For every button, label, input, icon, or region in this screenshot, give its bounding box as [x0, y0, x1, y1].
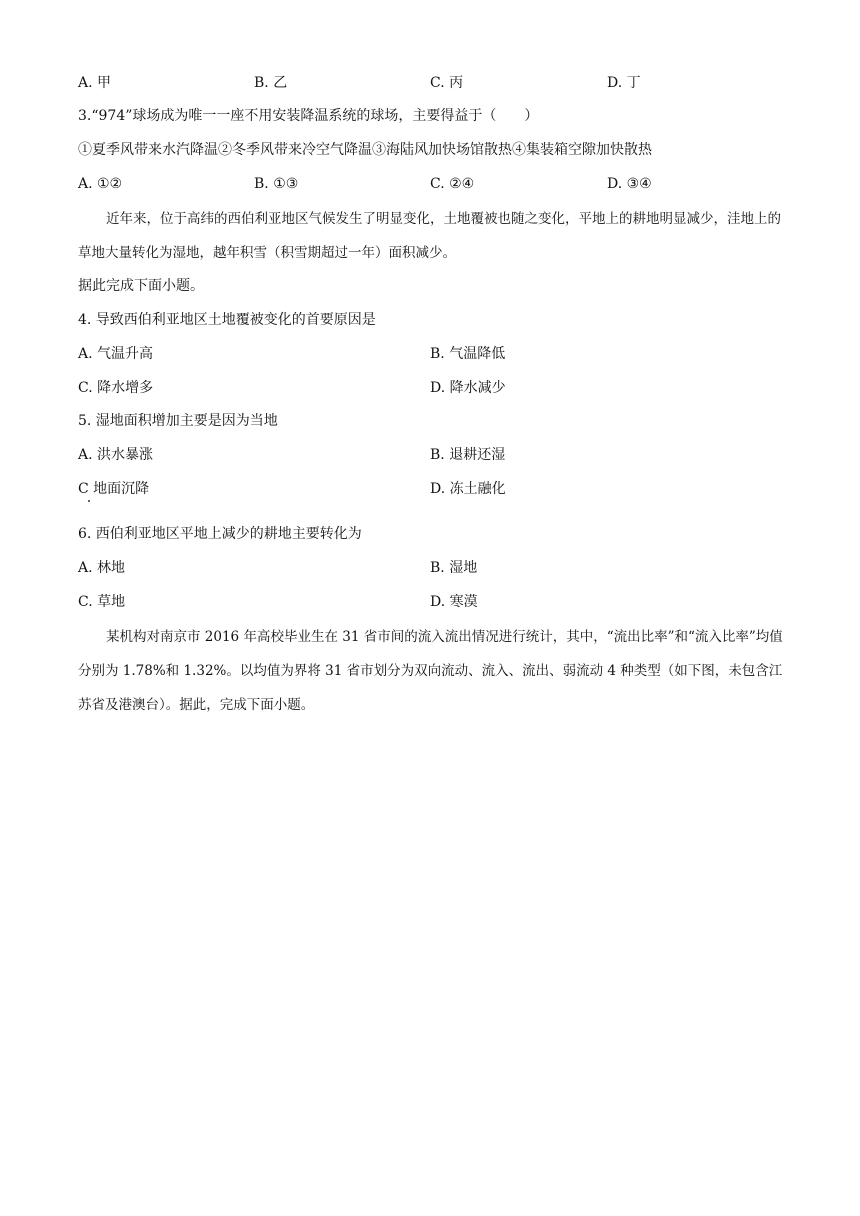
- q5-option-d: D. 冻土融化: [430, 481, 506, 497]
- q6-option-d: D. 寒漠: [430, 594, 478, 610]
- q5-option-c: C 地面沉降: [78, 481, 150, 497]
- q6-option-c: C. 草地: [78, 594, 126, 610]
- q2-option-c: C. 丙: [430, 75, 464, 91]
- q4-option-b: B. 气温降低: [430, 346, 506, 362]
- q3-option-a: A. ①②: [78, 176, 123, 192]
- passage-nanjing-graduates: 某机构对南京市 2016 年高校毕业生在 31 省市间的流入流出情况进行统计，其中，“流出比率”和“流入比率”均值分别为 1.78%和 1.32%。以均值为界将 31 省市划分为双向流动、流入、流出、弱流动 4 种类型（如下图，未包含江苏省及港澳台）。据此，完成下面小题。: [78, 629, 783, 713]
- q4-option-c: C. 降水增多: [78, 380, 154, 396]
- q2-option-a: A. 甲: [78, 75, 112, 91]
- stray-dot: [88, 500, 90, 502]
- q4-option-d: D. 降水减少: [430, 380, 506, 396]
- q6-option-b: B. 湿地: [430, 560, 478, 576]
- q2-option-d: D. 丁: [607, 75, 641, 91]
- q6-stem: 6. 西伯利亚地区平地上减少的耕地主要转化为: [78, 526, 362, 542]
- q5-option-b: B. 退耕还湿: [430, 447, 506, 463]
- q4-option-a: A. 气温升高: [78, 346, 154, 362]
- q5-option-a: A. 洪水暴涨: [78, 447, 154, 463]
- q3-option-c: C. ②④: [430, 176, 475, 192]
- q4-stem: 4. 导致西伯利亚地区土地覆被变化的首要原因是: [78, 312, 376, 328]
- q3-option-d: D. ③④: [607, 176, 652, 192]
- q3-option-b: B. ①③: [254, 176, 299, 192]
- q3-statements: ①夏季风带来水汽降温②冬季风带来冷空气降温③海陆风加快场馆散热④集装箱空隙加快散热: [78, 142, 652, 158]
- q2-option-b: B. 乙: [254, 75, 288, 91]
- q6-option-a: A. 林地: [78, 560, 126, 576]
- passage-siberia-instruction: 据此完成下面小题。: [78, 278, 204, 294]
- passage-siberia: 近年来，位于高纬的西伯利亚地区气候发生了明显变化，土地覆被也随之变化，平地上的耕地明显减少，洼地上的草地大量转化为湿地，越年积雪（积雪期超过一年）面积减少。: [78, 211, 781, 261]
- q3-stem: 3.“974”球场成为唯一一座不用安装降温系统的球场，主要得益于（ ）: [78, 108, 539, 124]
- q5-stem: 5. 湿地面积增加主要是因为当地: [78, 413, 278, 429]
